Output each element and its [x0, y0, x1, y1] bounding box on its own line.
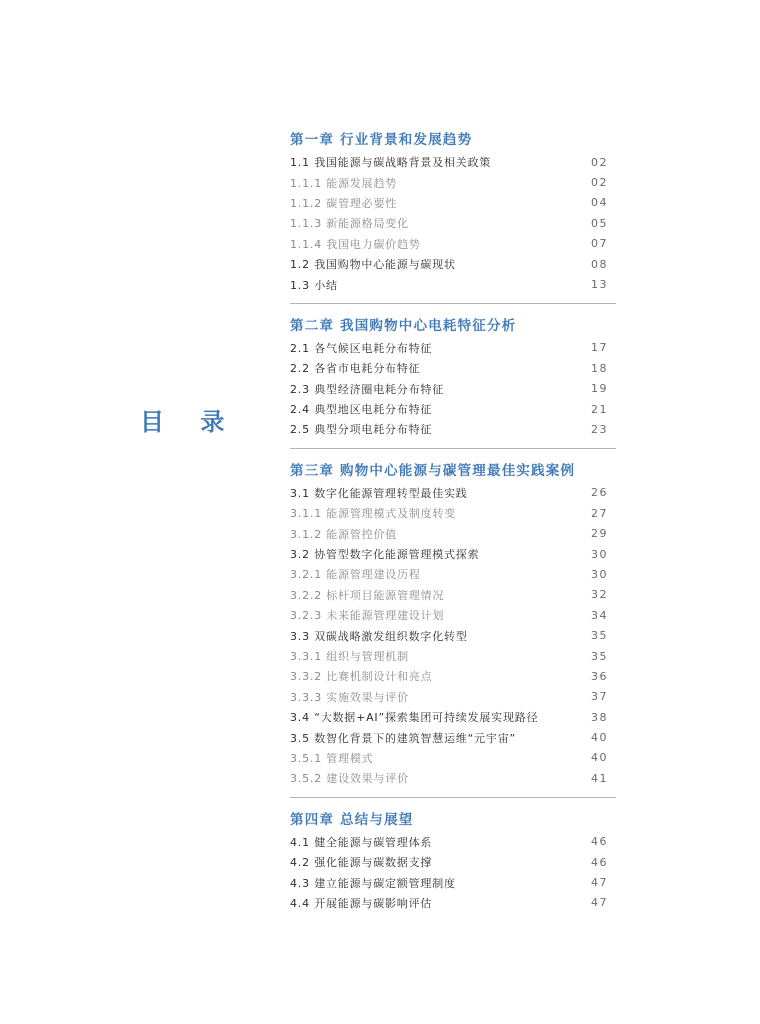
chapter-divider — [290, 303, 616, 304]
toc-entry-page: 38 — [591, 710, 608, 724]
toc-heading: 目 录 — [140, 408, 239, 436]
toc-entry-label: 1.1.3 新能源格局变化 — [290, 217, 409, 231]
toc-entry-page: 05 — [591, 216, 608, 230]
toc-entry-label: 1.1.4 我国电力碳价趋势 — [290, 237, 421, 251]
toc-entry-label: 4.4 开展能源与碳影响评估 — [290, 896, 433, 910]
toc-entry[interactable] — [290, 768, 616, 788]
toc-entry-label: 3.4 “大数据+AI”探索集团可持续发展实现路径 — [290, 711, 539, 725]
toc-entry[interactable] — [290, 213, 616, 233]
toc-entry[interactable] — [290, 625, 616, 645]
toc-entry-label: 1.1 我国能源与碳战略背景及相关政策 — [290, 156, 492, 170]
toc-entry[interactable] — [290, 832, 616, 852]
toc-entry-label: 4.1 健全能源与碳管理体系 — [290, 835, 433, 849]
chapter-section — [290, 461, 616, 798]
toc-entry[interactable] — [290, 274, 616, 294]
toc-entry-page: 30 — [591, 547, 608, 561]
toc-entry-page: 18 — [591, 361, 608, 375]
toc-entry[interactable] — [290, 358, 616, 378]
toc-entry-page: 19 — [591, 382, 608, 396]
toc-entry-label: 1.1.2 碳管理必要性 — [290, 196, 398, 210]
toc-entry[interactable] — [290, 379, 616, 399]
toc-entry[interactable] — [290, 748, 616, 768]
toc-entry-label: 2.3 典型经济圈电耗分布特征 — [290, 382, 444, 396]
toc-entry[interactable] — [290, 872, 616, 892]
toc-entry-label: 1.1.1 能源发展趋势 — [290, 176, 398, 190]
toc-entry-page: 27 — [591, 506, 608, 520]
toc-entry-label: 2.5 典型分项电耗分布特征 — [290, 423, 433, 437]
toc-entry[interactable] — [290, 687, 616, 707]
toc-entry-page: 07 — [591, 237, 608, 251]
toc-entry-label: 3.2.1 能源管理建设历程 — [290, 568, 421, 582]
toc-entry-label: 1.2 我国购物中心能源与碳现状 — [290, 258, 456, 272]
toc-entry[interactable] — [290, 707, 616, 727]
toc-entry-label: 2.1 各气候区电耗分布特征 — [290, 341, 433, 355]
toc-entry-label: 2.2 各省市电耗分布特征 — [290, 362, 421, 376]
toc-entry-page: 41 — [591, 771, 608, 785]
toc-entry-label: 3.3.1 组织与管理机制 — [290, 650, 409, 663]
chapter-title: 第二章 我国购物中心电耗特征分析 — [290, 317, 517, 334]
toc-entry-label: 3.2 协管型数字化能源管理模式探索 — [290, 548, 480, 562]
toc-entry-page: 04 — [591, 196, 608, 210]
toc-entry-page: 17 — [591, 341, 608, 355]
toc-entry-label: 1.3 小结 — [290, 278, 338, 292]
toc-entry-label: 3.3.2 比赛机制设计和亮点 — [290, 670, 433, 684]
toc-entry-label: 3.1.2 能源管控价值 — [290, 527, 398, 541]
toc-entry-label: 3.2.3 未来能源管理建设计划 — [290, 609, 445, 623]
toc-entry-label: 3.5 数智化背景下的建筑智慧运维“元宇宙” — [290, 731, 516, 745]
toc-entry-label: 4.3 建立能源与碳定额管理制度 — [290, 876, 456, 890]
toc-entry-label: 3.5.1 管理模式 — [290, 751, 374, 765]
toc-entry[interactable] — [290, 172, 616, 192]
toc-entry[interactable] — [290, 152, 616, 172]
toc-entry[interactable] — [290, 666, 616, 686]
toc-entry-page: 36 — [591, 669, 608, 683]
chapter-divider — [290, 448, 616, 449]
toc-entry-page: 46 — [591, 835, 608, 849]
toc-entry-page: 32 — [591, 588, 608, 602]
toc-entry[interactable] — [290, 483, 616, 503]
chapter-title: 第一章 行业背景和发展趋势 — [290, 132, 473, 148]
toc-entry[interactable] — [290, 564, 616, 584]
toc-entry-page: 02 — [591, 155, 608, 169]
toc-entry-label: 4.2 强化能源与碳数据支撑 — [290, 856, 433, 870]
toc-entry-page: 13 — [591, 278, 608, 292]
toc-entry-label: 3.2.2 标杆项目能源管理情况 — [290, 588, 445, 602]
toc-entry-label: 3.3.3 实施效果与评价 — [290, 690, 409, 704]
toc-entry-label: 3.1.1 能源管理模式及制度转变 — [290, 507, 457, 521]
toc-entry[interactable] — [290, 419, 616, 439]
toc-entry-page: 30 — [591, 567, 608, 581]
toc-entry-page: 35 — [591, 649, 608, 663]
toc-entry-page: 47 — [591, 896, 608, 910]
toc-entry[interactable] — [290, 234, 616, 254]
toc-entry[interactable] — [290, 605, 616, 625]
toc-entry-page: 23 — [591, 422, 608, 436]
toc-entry[interactable] — [290, 646, 616, 666]
toc-entry[interactable] — [290, 523, 616, 543]
toc-entry-label: 3.3 双碳战略激发组织数字化转型 — [290, 629, 468, 643]
toc-entry-page: 47 — [591, 876, 608, 890]
chapter-section — [290, 810, 616, 914]
chapter-divider — [290, 797, 616, 798]
chapter-title: 第三章 购物中心能源与碳管理最佳实践案例 — [290, 462, 576, 479]
toc-entry-page: 46 — [591, 855, 608, 869]
toc-entry-page: 34 — [591, 608, 608, 622]
toc-entry-page: 35 — [591, 629, 608, 643]
toc-entry[interactable] — [290, 193, 616, 213]
toc-entry-page: 08 — [591, 257, 608, 271]
toc-entry-page: 40 — [591, 751, 608, 765]
chapter-section — [290, 130, 616, 304]
toc-entry[interactable] — [290, 585, 616, 605]
toc-entry[interactable] — [290, 727, 616, 747]
toc-entry[interactable] — [290, 544, 616, 564]
toc-entry[interactable] — [290, 503, 616, 523]
toc-entry[interactable] — [290, 399, 616, 419]
table-of-contents — [290, 130, 616, 913]
chapter-section — [290, 316, 616, 449]
toc-entry-label: 2.4 典型地区电耗分布特征 — [290, 403, 433, 417]
toc-entry-page: 40 — [591, 731, 608, 745]
toc-entry[interactable] — [290, 338, 616, 358]
toc-entry[interactable] — [290, 852, 616, 872]
toc-entry-page: 26 — [591, 486, 608, 500]
toc-entry-label: 3.5.2 建设效果与评价 — [290, 772, 409, 786]
toc-entry-page: 21 — [591, 402, 608, 416]
toc-entry-page: 37 — [591, 690, 608, 704]
toc-entry[interactable] — [290, 254, 616, 274]
chapter-title: 第四章 总结与展望 — [290, 811, 414, 828]
toc-entry[interactable] — [290, 893, 616, 913]
toc-entry-label: 3.1 数字化能源管理转型最佳实践 — [290, 486, 468, 500]
toc-entry-page: 29 — [591, 527, 608, 541]
toc-entry-page: 02 — [591, 176, 608, 190]
